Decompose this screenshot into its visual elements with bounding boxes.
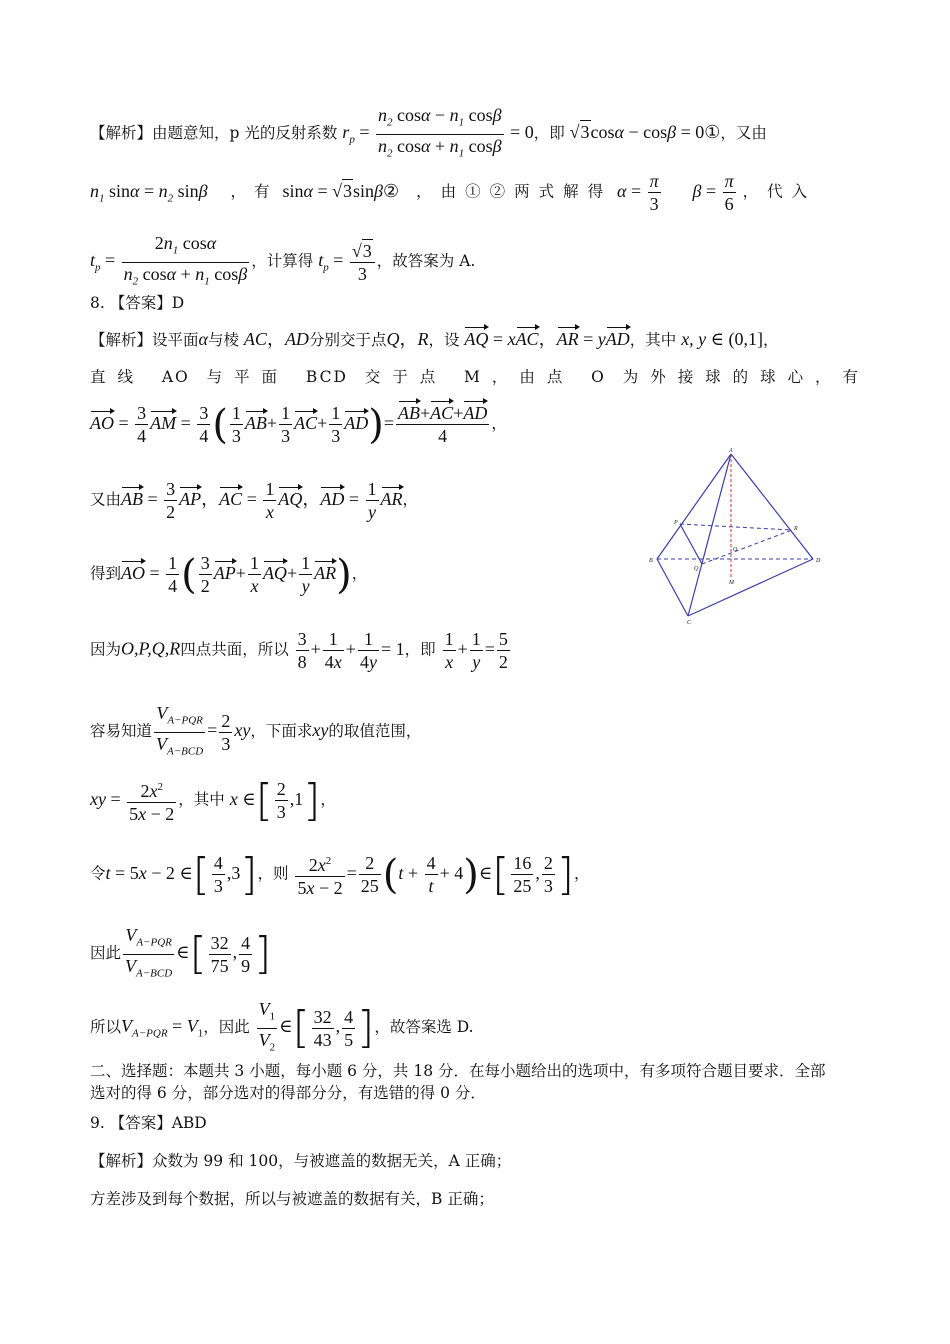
text: ，故答案选 D. <box>374 1018 474 1037</box>
formula-x-range: x ∈[ $\frac{2}{3}$ ,1] <box>229 774 321 826</box>
q8-line-5: 得到AO = $\frac{1}{4}$ ( $\frac{3}{2}$ AP+ $\frac{1}{x}$ AQ+ $\frac{1}{y}$ AR)， <box>90 551 368 598</box>
q8-line-8: xy = $\frac{2x^2}{5x - 2}$ ，其中 x ∈[ $\frac{2}{3}$ ,1]， <box>90 774 336 826</box>
text: ，有 <box>230 182 278 201</box>
formula-ab-ap: AB = $\frac{3}{2}$ AP，AC = $\frac{1}{x}$ AQ，AD = $\frac{1}{y}$ AR <box>121 479 403 522</box>
text: ，即 <box>533 124 565 143</box>
edge-cd <box>688 559 813 616</box>
label-a: A <box>729 448 733 454</box>
formula-beta: β = $\frac{\pi}{6}$ <box>692 171 734 214</box>
text: 与棱 <box>207 331 239 349</box>
q8-line-1: 【解析】设平面α与棱 AC，AD分别交于点Q，R，设 AQ = xAC，AR = yAD，其中 x, y ∈ (0,1]， <box>90 329 779 349</box>
section-2-line-1: 二、选择题：本题共 3 小题，每小题 6 分，共 18 分．在每小题给出的选项中，有多项符合题目要求．全部 <box>90 1062 826 1080</box>
formula-t-range: $\frac{2x^2}{5x - 2}$ = $\frac{2}{25}$ (t + $\frac{4}{t}$ + 4)∈[ $\frac{16}{25}$ , $\frac{2}{3}$ ] <box>297 848 574 900</box>
q9-answer: 9. 【答案】ABD <box>90 1114 207 1132</box>
text: ，又由 <box>720 124 767 143</box>
formula-ratio-range: $\frac{V_{A-PQR}}{V_{A-BCD}}$ ∈[ $\frac{32}{75}$ , $\frac{4}{9}$ ] <box>125 925 272 980</box>
q8-line-7 <box>90 702 421 762</box>
text: ，设 <box>428 331 460 349</box>
formula-alpha: α = $\frac{\pi}{3}$ <box>617 171 659 214</box>
label-c: C <box>687 620 692 626</box>
text: ，代入 <box>742 182 817 201</box>
q8-line-3: AO = $\frac{3}{4}$ AM = $\frac{3}{4}$ ( $\frac{1}{3}$ AB+ $\frac{1}{3}$ AC+ $\frac{1}{3}$ AD)= $\frac{AB+AC+AD}{4}$ ， <box>90 401 507 448</box>
text: ，故答案为 A. <box>376 252 476 271</box>
formula-tp: $t_p$ = $\frac{2n_1 \cos\alpha}{n_2 \cos\alpha + n_1 \cos\beta}$ <box>90 233 248 288</box>
math-domain: x, y ∈ (0,1] <box>681 329 763 349</box>
formula-ao: AO = $\frac{3}{4}$ AM = $\frac{3}{4}$ ( $\frac{1}{3}$ AB+ $\frac{1}{3}$ AC+ $\frac{1}{3}$ AD)= $\frac{AB+AC+AD}{4}$ <box>90 401 488 448</box>
text: 所以 <box>90 1018 122 1037</box>
analysis-line-3 <box>90 232 475 292</box>
q9-line-2: 方差涉及到每个数据，所以与被遮盖的数据有关，B 正确； <box>90 1190 494 1208</box>
text: ，其中 <box>178 790 225 809</box>
symbol-alpha: α <box>198 329 208 349</box>
text: 容易知道 <box>90 722 153 741</box>
math-vectors: AQ = xAC，AR = yAD <box>464 329 630 349</box>
q8-line-10 <box>90 924 271 984</box>
formula-ao-2: AO = $\frac{1}{4}$ ( $\frac{3}{2}$ AP+ $\frac{1}{x}$ AQ+ $\frac{1}{y}$ AR) <box>121 551 352 598</box>
text: ，即 <box>404 640 436 659</box>
tetrahedron-figure <box>645 446 845 626</box>
edge-pr <box>680 524 792 530</box>
edge-pq <box>680 524 702 564</box>
label-m: M <box>729 580 734 586</box>
label-q: Q <box>694 566 699 572</box>
edge-ad <box>731 454 813 559</box>
text: 【解析】由题意知，p 光的反射系数 <box>90 124 338 143</box>
formula-v1-v2-range: $\frac{V_1}{V_2}$ ∈[ $\frac{32}{43}$ , $\frac{4}{5}$ ] <box>258 999 375 1054</box>
edge-bc <box>657 559 688 616</box>
text: 的取值范围， <box>328 722 422 741</box>
formula-v1: $V_{A-PQR} = V_1$ <box>121 1016 204 1040</box>
label-r: R <box>794 526 798 532</box>
edge-ab <box>657 454 731 559</box>
text: 又由 <box>90 490 122 509</box>
text: ，因此 <box>203 1018 250 1037</box>
text: 【解析】设平面 <box>90 331 199 349</box>
formula-t: t = 5x − 2 ∈[ $\frac{4}{3}$ ,3] <box>105 848 258 900</box>
text: ，其中 <box>629 331 677 349</box>
edge-ac <box>688 454 731 616</box>
formula-sum: $\frac{1}{x}$ + $\frac{1}{y}$ = $\frac{5}{2}$ <box>444 629 508 672</box>
q8-line-11 <box>90 998 474 1058</box>
math-points: O,P,Q,R <box>121 638 181 659</box>
math-xy: xy <box>312 720 329 741</box>
text: 四点共面，所以 <box>180 640 289 659</box>
text: 因此 <box>90 944 122 963</box>
math-ac-ad: AC，AD <box>243 329 309 349</box>
analysis-line-2 <box>90 170 816 215</box>
text: 因为 <box>90 640 122 659</box>
analysis-line-1 <box>90 104 767 164</box>
text: 令 <box>90 864 106 883</box>
label-p: P <box>674 520 678 526</box>
text: ，则 <box>257 864 289 883</box>
formula-eq1: √3cosα − cosβ = 0① <box>569 122 721 143</box>
q8-line-2: 直线 AO 与平面 BCD 交于点 M，由点 O 为外接球的球心，有 <box>90 368 860 386</box>
formula-tp-value: $t_p$ = $\frac{√3}{3}$ <box>318 250 377 270</box>
label-d: D <box>816 558 821 564</box>
q8-line-9: 令t = 5x − 2 ∈[ $\frac{4}{3}$ ,3]，则 $\frac{2x^2}{5x - 2}$ = $\frac{2}{25}$ (t + $\frac{4}{t}$ + 4)∈[ $\frac{16}{25}$ , $\frac{2}{3}$ ]， <box>90 848 590 900</box>
text: 分别交于点 <box>308 331 387 349</box>
text: ，计算得 <box>251 252 314 271</box>
text: ，由①②两式解得 <box>416 182 613 201</box>
label-b: B <box>649 558 653 564</box>
formula-snell: $n_1$ $\sin\alpha = n_2$ sinβ <box>90 180 208 205</box>
q8-answer: 8. 【答案】D <box>90 294 185 312</box>
text: 得到 <box>90 564 122 583</box>
label-o: O <box>733 547 738 553</box>
formula-volume-ratio: $\frac{V_{A-PQR}}{V_{A-BCD}}$ = $\frac{2}{3}$ xy <box>156 703 251 758</box>
section-2-line-2: 选对的得 6 分，部分选对的得部分分，有选错的得 0 分． <box>90 1084 486 1102</box>
formula-coplanar: $\frac{3}{8}$ + $\frac{1}{4x}$ + $\frac{1}{4y}$ = 1 <box>297 629 405 672</box>
q9-line-1: 【解析】众数为 99 和 100，与被遮盖的数据无关，A 正确； <box>90 1152 512 1170</box>
text: ，下面求 <box>250 722 313 741</box>
formula-rp: $r_p$ = $\frac{n_2 \cos\alpha - n_1 \cos\beta}{n_2 \cos\alpha + n_1 \cos\beta}$ = 0 <box>342 105 534 160</box>
q8-line-6 <box>90 628 512 673</box>
math-qr: Q，R <box>386 329 429 349</box>
q8-line-4: 又由AB = $\frac{3}{2}$ AP，AC = $\frac{1}{x}$ AQ，AD = $\frac{1}{y}$ AR， <box>90 479 419 522</box>
formula-xy: xy = $\frac{2x^2}{5x - 2}$ <box>90 789 178 809</box>
formula-eq2: sinα = √3sinβ② <box>282 180 400 201</box>
